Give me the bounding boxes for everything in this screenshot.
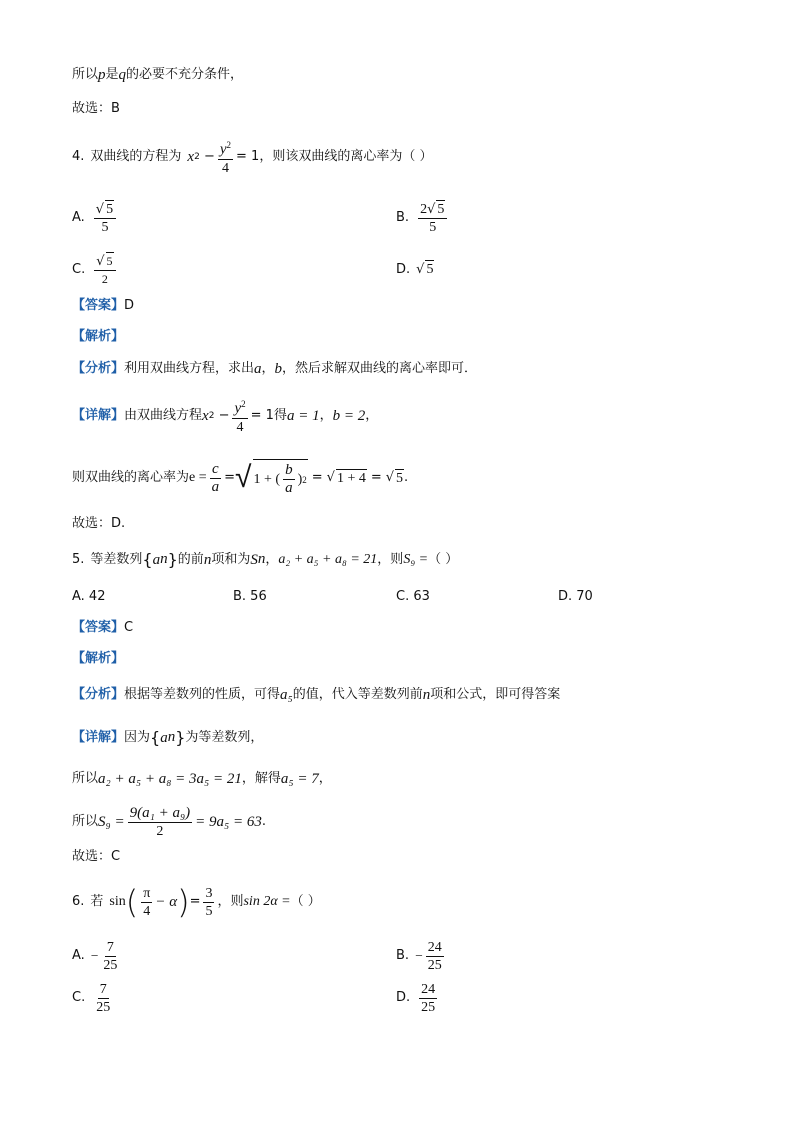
answer-selection: 故选：B — [72, 101, 120, 116]
answer-selection: 故选：C — [72, 849, 121, 864]
derivation-line: 所以 a₂ + a₅ + a₈ = 3a₅ = 21 ，解得 a₅ = 7 ， — [72, 771, 332, 787]
detail-line: 【详解】 因为 { a n } 为等差数列， — [72, 728, 264, 747]
analysis-header: 【解析】 — [72, 651, 125, 666]
option-b: B. $\frac{2√ 5}{5}$ — [396, 198, 450, 238]
question-5: 5. 等差数列 { a n } 的前 n 项和为 S n ， a₂ + a₅ + a₈ = 21 ，则 S₉ = （ ） — [72, 550, 459, 569]
option-d: D. 70 — [558, 589, 593, 604]
option-c: C. $\frac{√ 5}{2}$ — [72, 252, 119, 288]
option-a: A. $\frac{√ 5}{5}$ — [72, 198, 119, 238]
option-a: A. − $\frac{7}{25}$ — [72, 939, 118, 973]
option-d: D. $\frac{24}{25}$ — [396, 981, 436, 1015]
answer-line: 【答案】 D — [72, 298, 135, 313]
analysis-line: 【分析】 根据等差数列的性质，可得 a₅ 的值，代入等差数列前 n 项和公式，即可得答案 — [72, 687, 561, 703]
answer-selection: 故选：D. — [72, 516, 126, 531]
answer-line: 【答案】 C — [72, 620, 134, 635]
text-line: 所以 p 是 q 的必要不充分条件， — [72, 67, 244, 83]
option-b: B. 56 — [233, 589, 267, 604]
question-6: 6. 若 sin ( $\frac{\pi}{4}$ − α ) = $\frac{3}{5}$ ，则 sin 2α = （ ） — [72, 883, 321, 921]
option-d: D. √ 5 — [396, 261, 434, 277]
option-b: B. − $\frac{24}{25}$ — [396, 939, 442, 973]
question-4: 4. 双曲线的方程为 x 2 − $\frac{y^2}{4}$ = 1 ，则该双曲线的离心率为（ ） — [72, 140, 432, 174]
analysis-line: 【分析】 利用双曲线方程，求出 a ， b ，然后求解双曲线的离心率即可． — [72, 361, 478, 377]
option-c: C. $\frac{7}{25}$ — [72, 981, 111, 1015]
option-a: A. 42 — [72, 589, 106, 604]
fraction: $\frac{y^2}{4}$ — [218, 137, 233, 177]
analysis-header: 【解析】 — [72, 329, 125, 344]
eccentricity-line: 则双曲线的离心率为 e = $\frac{c}{a}$ = √ 1 + ( $\frac{b}{a}$ ) 2 = √ 1 + 4 = √ 5 . — [72, 460, 409, 496]
detail-line: 【详解】 由双曲线方程 x 2 − $\frac{y^2}{4}$ = 1 得 a = 1 ， b = 2 ， — [72, 396, 378, 436]
sum-line: 所以 S₉ = $\frac{\text{9(a₁ + a₉)}}{2}$ = 9a₅ = 63 . — [72, 804, 267, 839]
option-c: C. 63 — [396, 589, 430, 604]
